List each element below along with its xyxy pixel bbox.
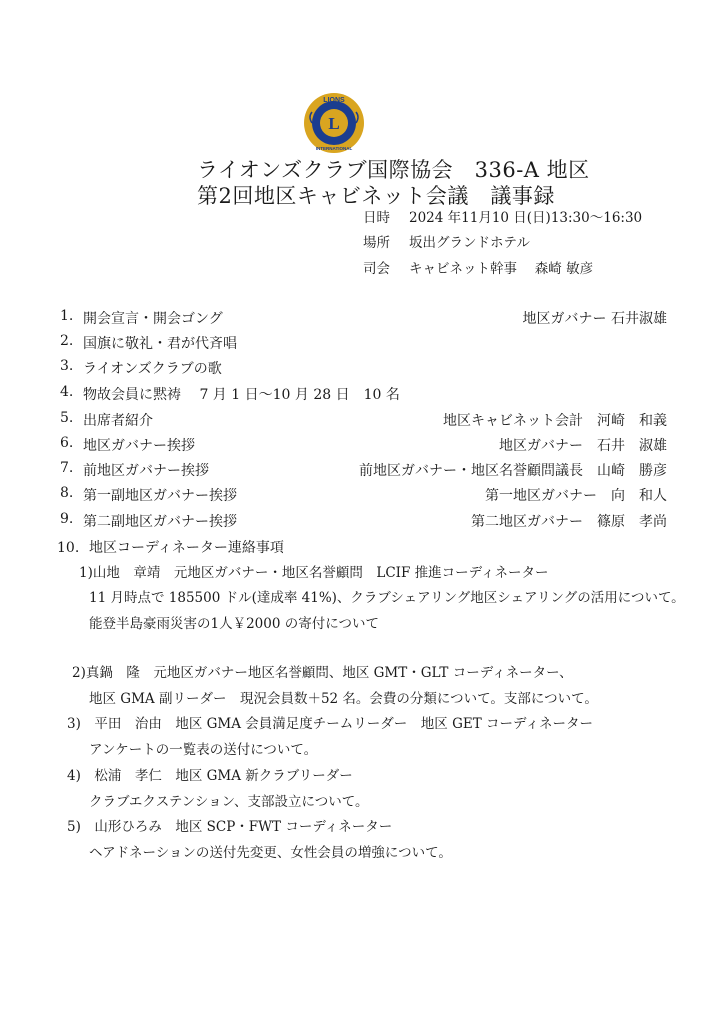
agenda-presenter: 地区ガバナー 石井淑雄 — [522, 311, 667, 327]
meeting-place — [363, 231, 530, 251]
date-label: 日時 — [363, 210, 390, 226]
agenda-number: 7. — [60, 460, 74, 476]
agenda-presenter: 第一地区ガバナー 向 和人 — [485, 488, 667, 504]
coordinator-report-head: 5) 山形ひろみ 地区 SCP・FWT コーディネーター — [67, 819, 393, 835]
svg-text:L: L — [328, 114, 340, 133]
agenda-item — [0, 308, 724, 332]
agenda-item — [0, 435, 724, 459]
host-label: 司会 — [363, 261, 390, 277]
agenda-text: 開会宣言・開会ゴング — [83, 311, 223, 327]
agenda-item — [0, 358, 724, 382]
coordinator-report-line: クラブエクステンション、支部設立について。 — [89, 794, 369, 810]
coordinator-report-line: 能登半島豪雨災害の1人￥2000 の寄付について — [89, 616, 379, 632]
agenda-text: 国旗に敬礼・君が代斉唱 — [83, 336, 237, 352]
agenda-text: 物故会員に黙祷 7 月 1 日～10 月 28 日 10 名 — [83, 387, 400, 403]
svg-text:LIONS: LIONS — [323, 97, 345, 104]
coordinator-report-line: 地区 GMA 副リーダー 現況会員数＋52 名。会費の分類について。支部について。 — [89, 691, 598, 707]
agenda-number: 4. — [60, 384, 74, 400]
agenda-item — [0, 410, 724, 434]
agenda-text: 地区ガバナー挨拶 — [83, 438, 195, 454]
date-value: 2024 年11月10 日(日)13:30～16:30 — [409, 210, 643, 226]
agenda-presenter: 前地区ガバナー・地区名誉顧問議長 山崎 勝彦 — [359, 463, 667, 479]
coordinator-report-head: 4) 松浦 孝仁 地区 GMA 新クラブリーダー — [67, 768, 353, 784]
agenda-text: 地区コーディネーター連絡事項 — [89, 540, 284, 556]
agenda-item — [0, 511, 724, 535]
agenda-number: 5. — [60, 410, 74, 426]
coordinator-report-line: ヘアドネーションの送付先変更、女性会員の増強について。 — [89, 845, 452, 861]
agenda-presenter: 地区ガバナー 石井 淑雄 — [499, 438, 667, 454]
lions-logo — [303, 92, 365, 154]
agenda-number: 6. — [60, 435, 74, 451]
agenda-text: 第一副地区ガバナー挨拶 — [83, 488, 237, 504]
agenda-number: 2. — [60, 333, 74, 349]
agenda-number: 10. — [57, 540, 80, 556]
agenda-text: 前地区ガバナー挨拶 — [83, 463, 209, 479]
meeting-host — [363, 257, 593, 277]
agenda-item — [0, 333, 724, 357]
document-title-line1: ライオンズクラブ国際協会 336-A 地区 — [197, 158, 590, 182]
agenda-item — [0, 485, 724, 509]
agenda-item — [0, 384, 724, 408]
coordinator-report-head: 2)真鍋 隆 元地区ガバナー地区名誉顧問、地区 GMT・GLT コーディネーター、 — [72, 665, 573, 681]
place-value: 坂出グランドホテル — [409, 235, 530, 251]
coordinator-report-head: 3) 平田 治由 地区 GMA 会員満足度チームリーダー 地区 GET コーディネーター — [67, 716, 593, 732]
place-label: 場所 — [363, 235, 390, 251]
meeting-date — [363, 206, 642, 226]
agenda-item — [0, 460, 724, 484]
agenda-text: 第二副地区ガバナー挨拶 — [83, 514, 237, 530]
agenda-text: 出席者紹介 — [83, 413, 153, 429]
agenda-number: 3. — [60, 358, 74, 374]
agenda-number: 9. — [60, 511, 74, 527]
agenda-number: 8. — [60, 485, 74, 501]
agenda-presenter: 第二地区ガバナー 篠原 孝尚 — [471, 514, 667, 530]
coordinator-report-line: アンケートの一覧表の送付について。 — [89, 742, 318, 758]
coordinator-report-line: 11 月時点で 185500 ドル(達成率 41%)、クラブシェアリング地区シェアリングの活用について。 — [89, 590, 685, 606]
agenda-text: ライオンズクラブの歌 — [83, 361, 222, 377]
coordinator-report-head: 1)山地 章靖 元地区ガバナー・地区名誉顧問 LCIF 推進コーディネーター — [79, 565, 549, 581]
agenda-number: 1. — [60, 308, 74, 324]
host-value: キャビネット幹事 森崎 敏彦 — [409, 261, 594, 277]
agenda-presenter: 地区キャビネット会計 河崎 和義 — [443, 413, 667, 429]
document-title-line2: 第2回地区キャビネット会議 議事録 — [197, 184, 555, 208]
agenda-item-10 — [57, 537, 284, 557]
svg-text:INTERNATIONAL: INTERNATIONAL — [315, 146, 353, 151]
